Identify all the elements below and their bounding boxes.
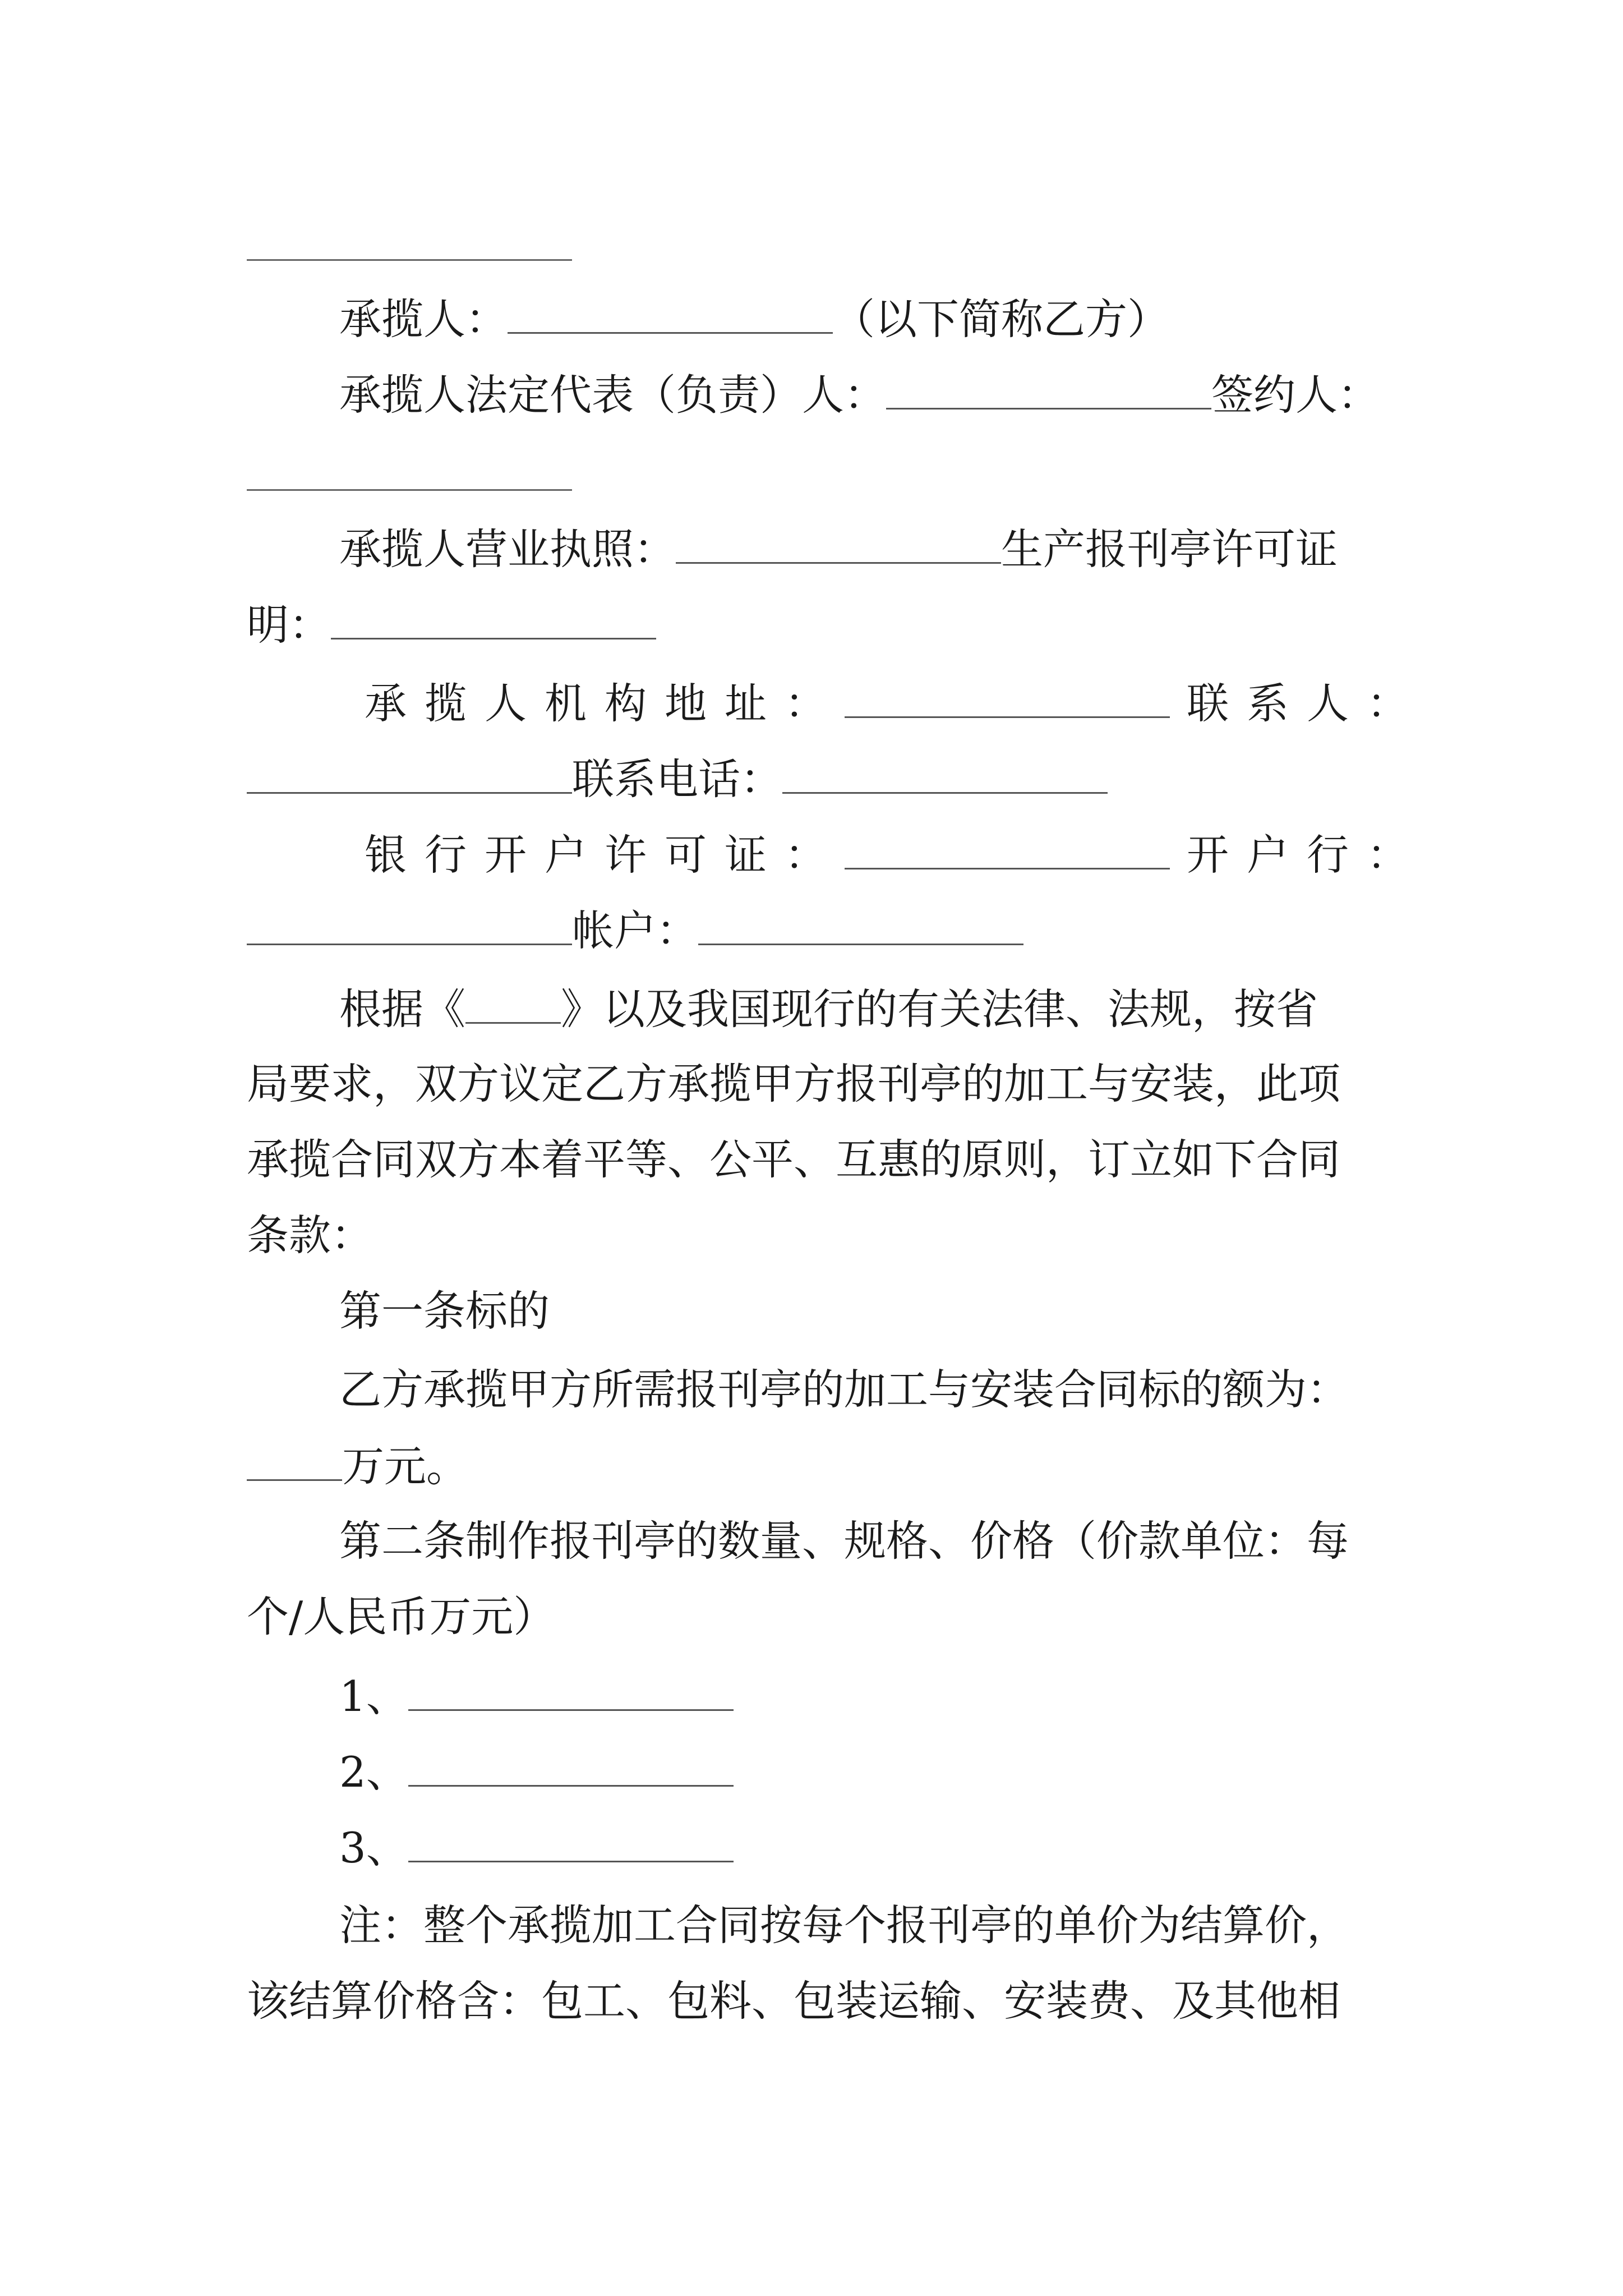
proof-label: 明：	[247, 600, 331, 650]
license-line	[339, 524, 1338, 574]
blank-line	[247, 259, 572, 261]
para-line-4: 条款：	[247, 1211, 374, 1260]
contractor-blank[interactable]	[508, 297, 833, 334]
contractor-label: 承揽人：	[339, 295, 508, 344]
signer-blank[interactable]	[247, 489, 572, 491]
item-3-blank[interactable]	[408, 1826, 734, 1862]
law-name-blank[interactable]	[465, 987, 561, 1024]
basis-label-b: 》以及我国现行的有关法律、法规，按省	[561, 984, 1318, 1034]
item-3	[339, 1823, 734, 1872]
bank-permit-label: 银行开户许可证：	[365, 830, 845, 880]
account-line	[247, 906, 1023, 955]
contractor-note: （以下简称乙方）	[833, 295, 1170, 344]
account-blank[interactable]	[698, 909, 1023, 945]
account-label: 帐户：	[572, 906, 699, 955]
signer-label: 签约人：	[1211, 370, 1380, 420]
item-2-blank[interactable]	[408, 1750, 734, 1787]
contact-person-blank[interactable]	[247, 757, 572, 794]
phone-blank[interactable]	[782, 757, 1108, 794]
item-1-label: 1、	[339, 1672, 408, 1721]
bank-permit-line	[365, 830, 1427, 880]
contractor-line	[339, 295, 1170, 344]
legal-rep-blank[interactable]	[886, 373, 1211, 409]
address-blank[interactable]	[845, 682, 1170, 718]
proof-line	[247, 600, 656, 650]
basis-label-a: 根据《	[339, 984, 466, 1034]
bank-label: 开户行：	[1187, 830, 1427, 880]
legal-rep-line	[339, 370, 1380, 420]
license-blank[interactable]	[676, 527, 1001, 564]
proof-blank[interactable]	[331, 603, 656, 639]
legal-rep-label: 承揽人法定代表（负责）人：	[339, 370, 887, 420]
bank-blank[interactable]	[247, 909, 572, 945]
address-label: 承揽人机构地址：	[365, 679, 845, 728]
item-2-label: 2、	[339, 1747, 408, 1797]
para-line-3: 承揽合同双方本着平等、公平、互惠的原则，订立如下合同	[247, 1135, 1341, 1184]
article2-heading: 第二条制作报刊亭的数量、规格、价格（价款单位：每	[339, 1516, 1349, 1566]
item-3-label: 3、	[339, 1823, 408, 1872]
basis-line	[339, 984, 1318, 1034]
address-line	[365, 679, 1427, 728]
phone-label: 联系电话：	[572, 754, 783, 804]
item-1	[339, 1672, 734, 1721]
phone-line	[247, 754, 1108, 804]
item-2	[339, 1747, 734, 1797]
amount-line	[247, 1442, 469, 1491]
note-line-1: 注：整个承揽加工合同按每个报刊亭的单价为结算价，	[339, 1901, 1349, 1950]
kiosk-permit-label: 生产报刊亭许可证	[1001, 524, 1338, 574]
article1-body: 乙方承揽甲方所需报刊亭的加工与安装合同标的额为：	[339, 1365, 1349, 1414]
item-1-blank[interactable]	[408, 1674, 734, 1711]
article2-cont: 个/人民币万元）	[247, 1592, 556, 1641]
note-line-2: 该结算价格含：包工、包料、包装运输、安装费、及其他相	[247, 1976, 1341, 2026]
bank-permit-blank[interactable]	[845, 833, 1170, 869]
contact-person-label: 联系人：	[1187, 679, 1427, 728]
license-label: 承揽人营业执照：	[339, 524, 676, 574]
amount-unit: 万元。	[342, 1442, 469, 1491]
amount-blank[interactable]	[247, 1444, 342, 1481]
article1-heading: 第一条标的	[339, 1286, 550, 1336]
para-line-2: 局要求，双方议定乙方承揽甲方报刊亭的加工与安装，此项	[247, 1059, 1341, 1108]
